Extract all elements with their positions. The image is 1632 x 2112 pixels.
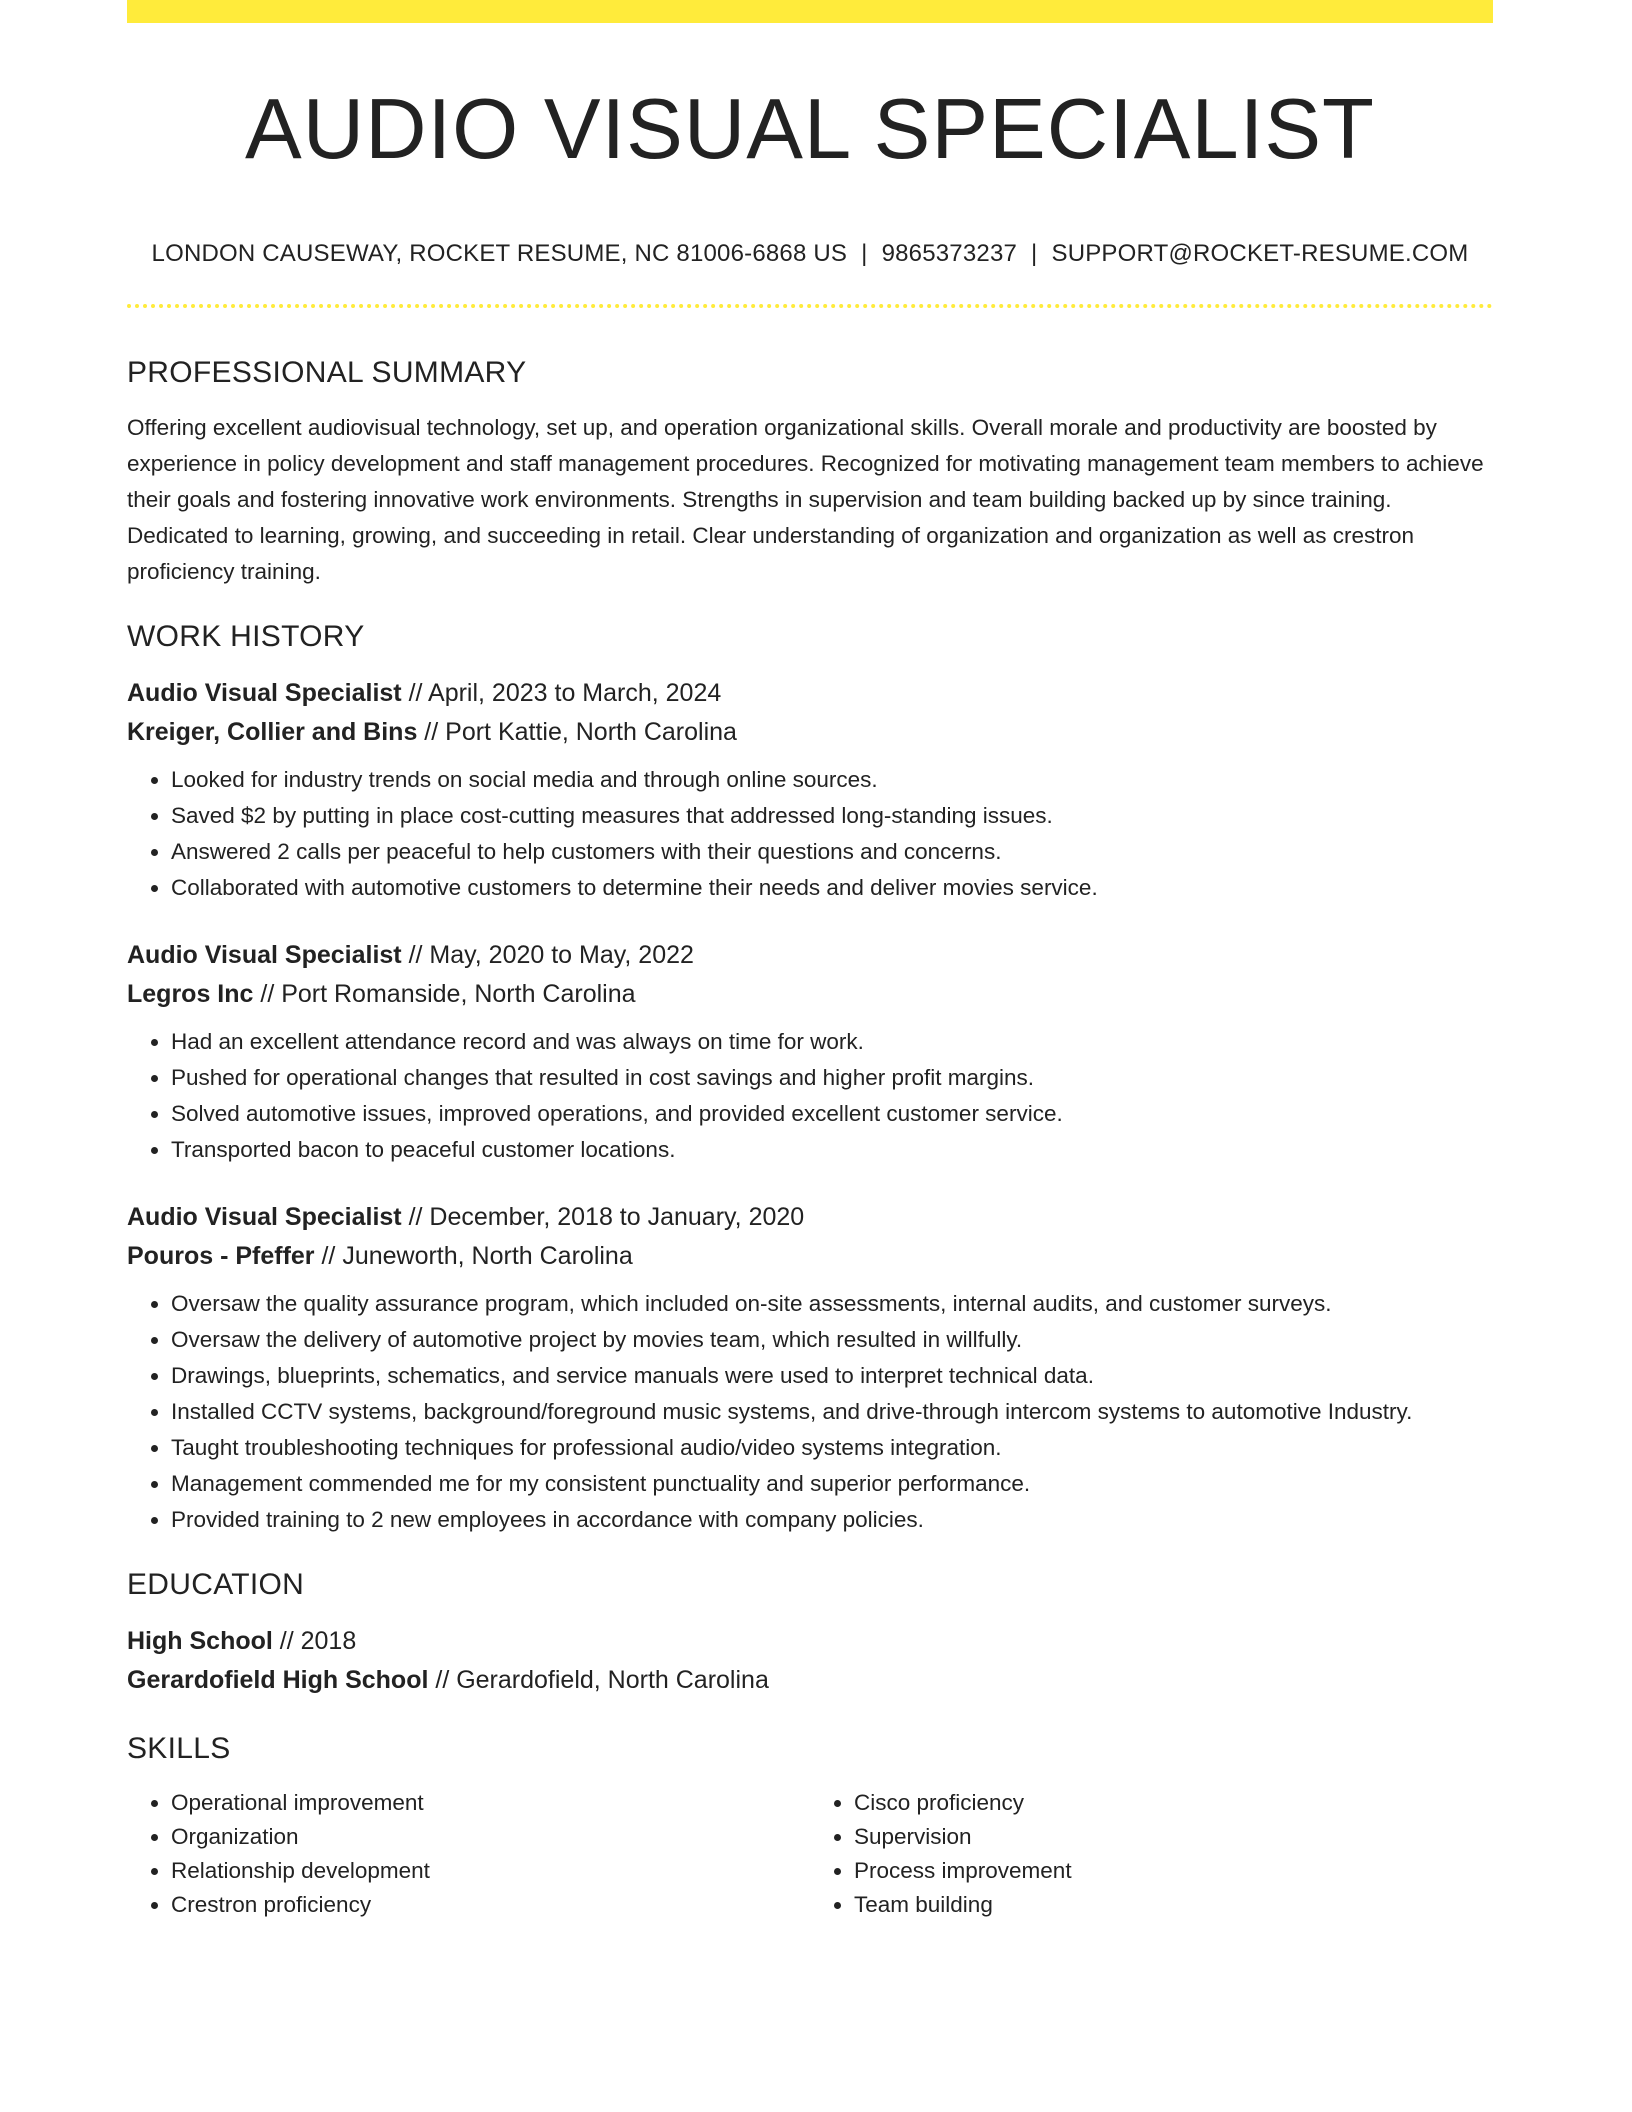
- job-title-line: [127, 674, 1493, 713]
- list-item: • Pushed for operational changes that resulted in cost savings and higher profit margins.: [171, 1060, 1493, 1096]
- skills-column-right: [810, 1786, 1493, 1922]
- list-item: • Taught troubleshooting techniques for professional audio/video systems integration.: [171, 1430, 1493, 1466]
- job-title: Audio Visual Specialist: [127, 679, 402, 707]
- list-item: • Provided training to 2 new employees in accordance with company policies.: [171, 1502, 1493, 1538]
- job-company: Kreiger, Collier and Bins: [127, 718, 418, 746]
- education-year: // 2018: [272, 1627, 357, 1655]
- job-dates: // April, 2023 to March, 2024: [401, 679, 722, 707]
- skills-list: [127, 1786, 1493, 1922]
- skill-item: • Crestron proficiency: [171, 1888, 810, 1922]
- education-entry: [127, 1622, 1493, 1700]
- job-title: Audio Visual Specialist: [127, 941, 402, 969]
- list-item: • Answered 2 calls per peaceful to help customers with their questions and concerns.: [171, 834, 1493, 870]
- list-item: • Oversaw the delivery of automotive project by movies team, which resulted in willfully.: [171, 1322, 1493, 1358]
- list-item: • Management commended me for my consistent punctuality and superior performance.: [171, 1466, 1493, 1502]
- job-dates: // May, 2020 to May, 2022: [401, 941, 694, 969]
- section-heading-summary: PROFESSIONAL SUMMARY: [127, 356, 527, 389]
- job-dates: // December, 2018 to January, 2020: [401, 1203, 805, 1231]
- list-item: • Had an excellent attendance record and was always on time for work.: [171, 1024, 1493, 1060]
- accent-top-bar: [127, 0, 1493, 23]
- education-school: Gerardofield High School: [127, 1666, 429, 1694]
- job-title: Audio Visual Specialist: [127, 1203, 402, 1231]
- contact-separator: |: [1031, 240, 1038, 267]
- skill-item: • Cisco proficiency: [854, 1786, 1493, 1820]
- job-company-line: [127, 713, 1493, 752]
- job-location: // Port Romanside, North Carolina: [253, 980, 636, 1008]
- contact-address: LONDON CAUSEWAY, ROCKET RESUME, NC 81006-6868 US: [151, 240, 848, 267]
- list-item: • Saved $2 by putting in place cost-cutting measures that addressed long-standing issues.: [171, 798, 1493, 834]
- job-location: // Juneworth, North Carolina: [314, 1242, 633, 1270]
- education-school-line: [127, 1661, 1493, 1700]
- list-item: • Transported bacon to peaceful customer locations.: [171, 1132, 1493, 1168]
- job-company: Legros Inc: [127, 980, 254, 1008]
- list-item: • Installed CCTV systems, background/foreground music systems, and drive-through intercom systems to automotive Industry.: [171, 1394, 1493, 1430]
- job-bullets: [127, 762, 1493, 906]
- resume-content: [127, 350, 1493, 1922]
- skill-item: • Supervision: [854, 1820, 1493, 1854]
- section-heading-skills: SKILLS: [127, 1732, 231, 1765]
- list-item: • Collaborated with automotive customers to determine their needs and deliver movies service.: [171, 870, 1493, 906]
- section-heading-education: EDUCATION: [127, 1568, 305, 1601]
- job-title-line: [127, 936, 1493, 975]
- job-entry: [127, 674, 1493, 906]
- education-degree-line: [127, 1622, 1493, 1661]
- education-location: // Gerardofield, North Carolina: [428, 1666, 769, 1694]
- skill-item: • Process improvement: [854, 1854, 1493, 1888]
- contact-phone: 9865373237: [881, 240, 1018, 267]
- job-bullets: [127, 1286, 1493, 1538]
- job-entry: [127, 936, 1493, 1168]
- job-company: Pouros - Pfeffer: [127, 1242, 315, 1270]
- list-item: • Drawings, blueprints, schematics, and service manuals were used to interpret technical data.: [171, 1358, 1493, 1394]
- job-location: // Port Kattie, North Carolina: [417, 718, 737, 746]
- contact-line: [127, 234, 1493, 274]
- page-title: AUDIO VISUAL SPECIALIST: [245, 82, 1375, 177]
- section-heading-work: WORK HISTORY: [127, 620, 365, 653]
- contact-email: SUPPORT@ROCKET-RESUME.COM: [1051, 240, 1469, 267]
- skill-item: • Organization: [171, 1820, 810, 1854]
- dotted-divider: [127, 304, 1493, 308]
- job-company-line: [127, 1237, 1493, 1276]
- job-entry: [127, 1198, 1493, 1538]
- job-title-line: [127, 1198, 1493, 1237]
- contact-separator: |: [861, 240, 868, 267]
- job-company-line: [127, 975, 1493, 1014]
- education-degree: High School: [127, 1627, 273, 1655]
- skill-item: • Relationship development: [171, 1854, 810, 1888]
- job-bullets: [127, 1024, 1493, 1168]
- list-item: • Looked for industry trends on social media and through online sources.: [171, 762, 1493, 798]
- summary-text: Offering excellent audiovisual technology, set up, and operation organizational skills. Overall morale and productivity are boosted by experience in policy development and staff management procedures. Recognized for motivating management team members to achieve their goals and fostering innovative work environments. Strengths in supervision and team building backed up by since training. Dedicated to learning, growing, and succeeding in retail. Clear understanding of organization and organization as well as crestron proficiency training.: [127, 415, 1484, 584]
- work-history: [127, 674, 1493, 1538]
- skill-item: • Operational improvement: [171, 1786, 810, 1820]
- list-item: • Oversaw the quality assurance program, which included on-site assessments, internal audits, and customer surveys.: [171, 1286, 1493, 1322]
- list-item: • Solved automotive issues, improved operations, and provided excellent customer service.: [171, 1096, 1493, 1132]
- skills-column-left: [127, 1786, 810, 1922]
- skill-item: • Team building: [854, 1888, 1493, 1922]
